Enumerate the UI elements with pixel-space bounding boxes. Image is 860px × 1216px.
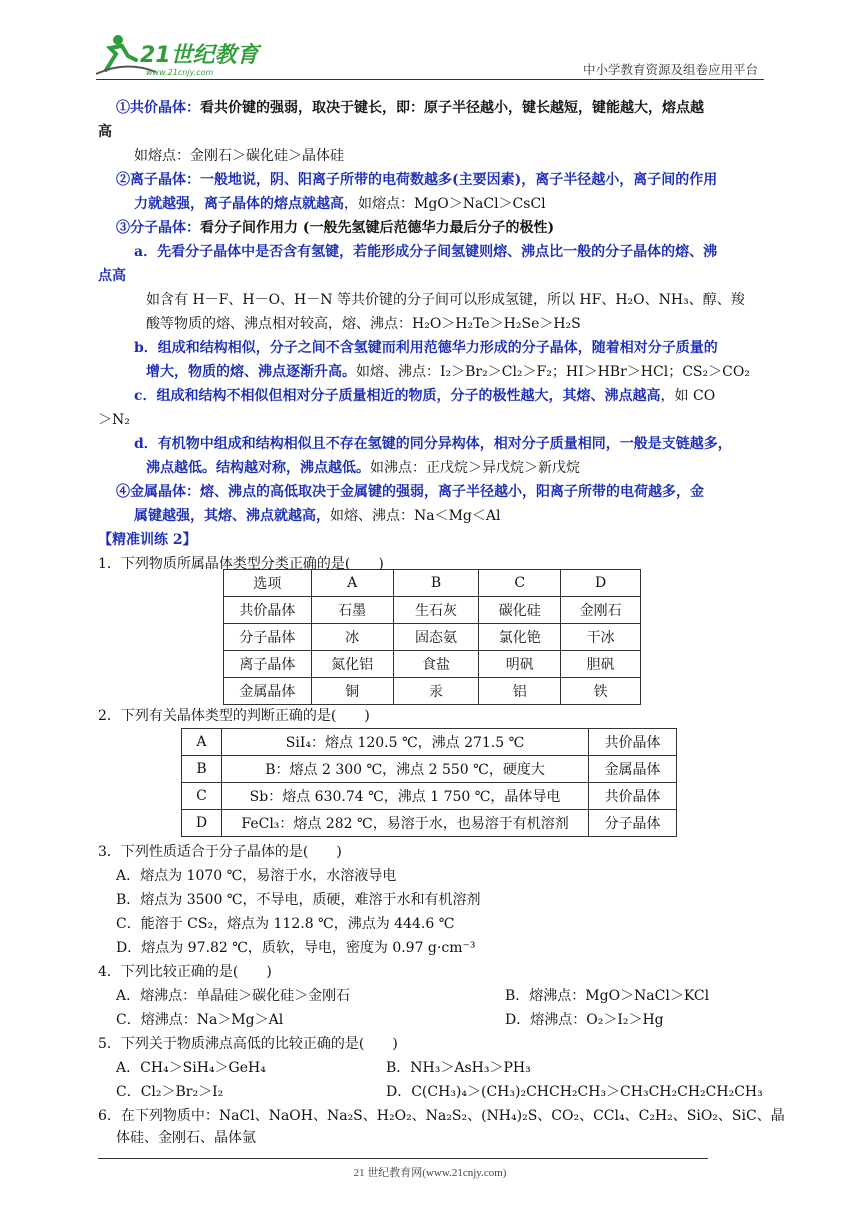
q5-option-b[interactable]: B．NH₃＞AsH₃＞PH₃ <box>386 1060 531 1076</box>
q1-table-cell: 共价晶体 <box>224 597 312 624</box>
q1-table-cell: 汞 <box>393 678 479 705</box>
q1-table-cell: 明矾 <box>479 651 561 678</box>
q3-option-a[interactable]: A．熔点为 1070 ℃，易溶于水，水溶液导电 <box>116 868 397 884</box>
q3-option-c[interactable]: C．能溶于 CS₂，熔点为 112.8 ℃，沸点为 444.6 ℃ <box>116 916 455 932</box>
q2-table-cell: D <box>182 810 222 837</box>
q5-option-d[interactable]: D．C(CH₃)₄＞(CH₃)₂CHCH₂CH₃＞CH₃CH₂CH₂CH₂CH₃ <box>386 1084 763 1100</box>
q2-table-row <box>182 783 677 810</box>
q4-stem: 4．下列比较正确的是( ) <box>98 964 272 980</box>
q2-table-cell: 共价晶体 <box>589 729 677 756</box>
q5-option-c[interactable]: C．Cl₂＞Br₂＞I₂ <box>116 1084 224 1100</box>
molecular-b-line-1: b．组成和结构相似，分子之间不含氢键而利用范德华力形成的分子晶体，随着相对分子质量的 <box>134 340 718 356</box>
molecular-a-line-1: a．先看分子晶体中是否含有氢键，若能形成分子间氢键则熔、沸点比一般的分子晶体的熔、沸 <box>134 244 718 260</box>
q4-option-d[interactable]: D．熔沸点：O₂＞I₂＞Hg <box>505 1012 664 1028</box>
q1-table-cell: 分子晶体 <box>224 624 312 651</box>
q1-table-cell: 金刚石 <box>561 597 641 624</box>
q1-table-cell: 氯化铯 <box>479 624 561 651</box>
q1-table-row <box>224 624 641 651</box>
q1-table-cell: 干冰 <box>561 624 641 651</box>
molecular-a-example-2: 酸等物质的熔、沸点相对较高，熔、沸点：H₂O＞H₂Te＞H₂Se＞H₂S <box>146 316 581 332</box>
q2-table-cell: C <box>182 783 222 810</box>
q1-table-cell: 离子晶体 <box>224 651 312 678</box>
q1-table-row <box>224 570 641 597</box>
q2-table-cell: 分子晶体 <box>589 810 677 837</box>
q2-table-cell: Sb：熔点 630.74 ℃，沸点 1 750 ℃，晶体导电 <box>221 783 588 810</box>
metal-line-1: ④金属晶体：熔、沸点的高低取决于金属键的强弱，离子半径越小，阳离子所带的电荷越多，金 <box>116 484 704 500</box>
q1-table-cell: 胆矾 <box>561 651 641 678</box>
q1-table-cell: 石墨 <box>311 597 393 624</box>
q1-table-row <box>224 597 641 624</box>
q2-table-cell: B：熔点 2 300 ℃，沸点 2 550 ℃，硬度大 <box>221 756 588 783</box>
q2-table-cell: 金属晶体 <box>589 756 677 783</box>
q2-table-cell: 共价晶体 <box>589 783 677 810</box>
q1-table-cell: 金属晶体 <box>224 678 312 705</box>
molecular-d-line-2: 沸点越低。结构越对称，沸点越低。如沸点：正戊烷＞异戊烷＞新戊烷 <box>146 460 580 476</box>
ionic-line-1: ②离子晶体：一般地说，阴、阳离子所带的电荷数越多(主要因素)，离子半径越小，离子间的作用 <box>116 172 718 188</box>
q6-line-1: 6．在下列物质中：NaCl、NaOH、Na₂S、H₂O₂、Na₂S₂、(NH₄)₂S、CO₂、CCl₄、C₂H₂、SiO₂、SiC、晶 <box>98 1108 785 1124</box>
q2-table <box>181 728 677 837</box>
q1-table-cell: 氮化铝 <box>311 651 393 678</box>
logo-url: www.21cnjy.com <box>146 68 214 77</box>
molecular-d-line-1: d．有机物中组成和结构相似且不存在氢键的同分异构体，相对分子质量相同，一般是支链越多， <box>134 436 732 452</box>
q1-table-cell: A <box>311 570 393 597</box>
molecular-c-line-2: ＞N₂ <box>98 412 130 428</box>
covalent-text: 看共价键的强弱，取决于键长，即：原子半径越小，键长越短，键能越大，熔点越 <box>200 100 704 116</box>
covalent-example: 如熔点：金刚石＞碳化硅＞晶体硅 <box>134 148 344 164</box>
q6-line-2: 体硅、金刚石、晶体氩 <box>116 1130 256 1146</box>
q2-table-cell: B <box>182 756 222 783</box>
q1-stem: 1．下列物质所属晶体类型分类正确的是( ) <box>98 556 384 572</box>
q2-table-cell: A <box>182 729 222 756</box>
q1-table-cell: 铝 <box>479 678 561 705</box>
q1-table-cell: B <box>393 570 479 597</box>
covalent-line-1 <box>116 98 704 118</box>
q1-table-cell: 固态氨 <box>393 624 479 651</box>
molecular-a-line-2: 点高 <box>98 268 126 284</box>
q3-option-b[interactable]: B．熔点为 3500 ℃，不导电，质硬，难溶于水和有机溶剂 <box>116 892 481 908</box>
q4-option-b[interactable]: B．熔沸点：MgO＞NaCl＞KCl <box>505 988 710 1004</box>
q1-table-row <box>224 678 641 705</box>
footer-divider <box>98 1158 708 1159</box>
q5-option-a[interactable]: A．CH₄＞SiH₄＞GeH₄ <box>116 1060 266 1076</box>
header-divider <box>96 79 764 80</box>
footer-text[interactable]: 21 世纪教育网(www.21cnjy.com) <box>353 1167 507 1179</box>
q4-option-a[interactable]: A．熔沸点：单晶硅＞碳化硅＞金刚石 <box>116 988 351 1004</box>
q3-option-d[interactable]: D．熔点为 97.82 ℃，质软，导电，密度为 0.97 g·cm⁻³ <box>116 940 476 956</box>
ionic-line-2: 力就越强，离子晶体的熔点就越高，如熔点：MgO＞NaCl＞CsCl <box>134 196 546 212</box>
covalent-line-2: 高 <box>98 124 112 140</box>
q2-table-cell: SiI₄：熔点 120.5 ℃，沸点 271.5 ℃ <box>221 729 588 756</box>
site-logo[interactable] <box>96 30 266 78</box>
metal-line-2: 属键越强，其熔、沸点就越高，如熔、沸点：Na＜Mg＜Al <box>134 508 501 524</box>
q2-table-cell: FeCl₃：熔点 282 ℃，易溶于水，也易溶于有机溶剂 <box>221 810 588 837</box>
q1-table-cell: 食盐 <box>393 651 479 678</box>
q1-table-cell: D <box>561 570 641 597</box>
q3-stem: 3．下列性质适合于分子晶体的是( ) <box>98 844 342 860</box>
q1-table-cell: C <box>479 570 561 597</box>
q1-table-cell: 选项 <box>224 570 312 597</box>
q4-option-c[interactable]: C．熔沸点：Na＞Mg＞Al <box>116 1012 284 1028</box>
q2-table-row <box>182 810 677 837</box>
q1-table-cell: 铁 <box>561 678 641 705</box>
q2-table-row <box>182 729 677 756</box>
molecular-a-example-1: 如含有 H－F、H－O、H－N 等共价键的分子间可以形成氢键，所以 HF、H₂O、NH₃、醇、羧 <box>146 292 745 308</box>
q1-table <box>223 569 641 705</box>
runner-logo-icon <box>96 30 266 78</box>
q1-table-row <box>224 651 641 678</box>
logo-text: 21世纪教育 <box>140 43 259 68</box>
q1-table-cell: 生石灰 <box>393 597 479 624</box>
q5-stem: 5．下列关于物质沸点高低的比较正确的是( ) <box>98 1036 398 1052</box>
q2-stem: 2．下列有关晶体类型的判断正确的是( ) <box>98 708 370 724</box>
molecular-b-line-2: 增大，物质的熔、沸点逐渐升高。如熔、沸点：I₂＞Br₂＞Cl₂＞F₂；HI＞HBr＞HCl；CS₂＞CO₂ <box>146 364 750 380</box>
q1-table-cell: 铜 <box>311 678 393 705</box>
covalent-title: ①共价晶体： <box>116 100 200 116</box>
molecular-title-line: ③分子晶体：看分子间作用力 (一般先氢键后范德华力最后分子的极性) <box>116 220 555 236</box>
q2-table-row <box>182 756 677 783</box>
q1-table-cell: 碳化硅 <box>479 597 561 624</box>
q1-table-cell: 冰 <box>311 624 393 651</box>
platform-name: 中小学教育资源及组卷应用平台 <box>582 62 758 77</box>
molecular-c-line-1: c．组成和结构不相似但相对分子质量相近的物质，分子的极性越大，其熔、沸点越高，如 CO <box>134 388 716 404</box>
section-title: 【精准训练 2】 <box>98 532 197 548</box>
